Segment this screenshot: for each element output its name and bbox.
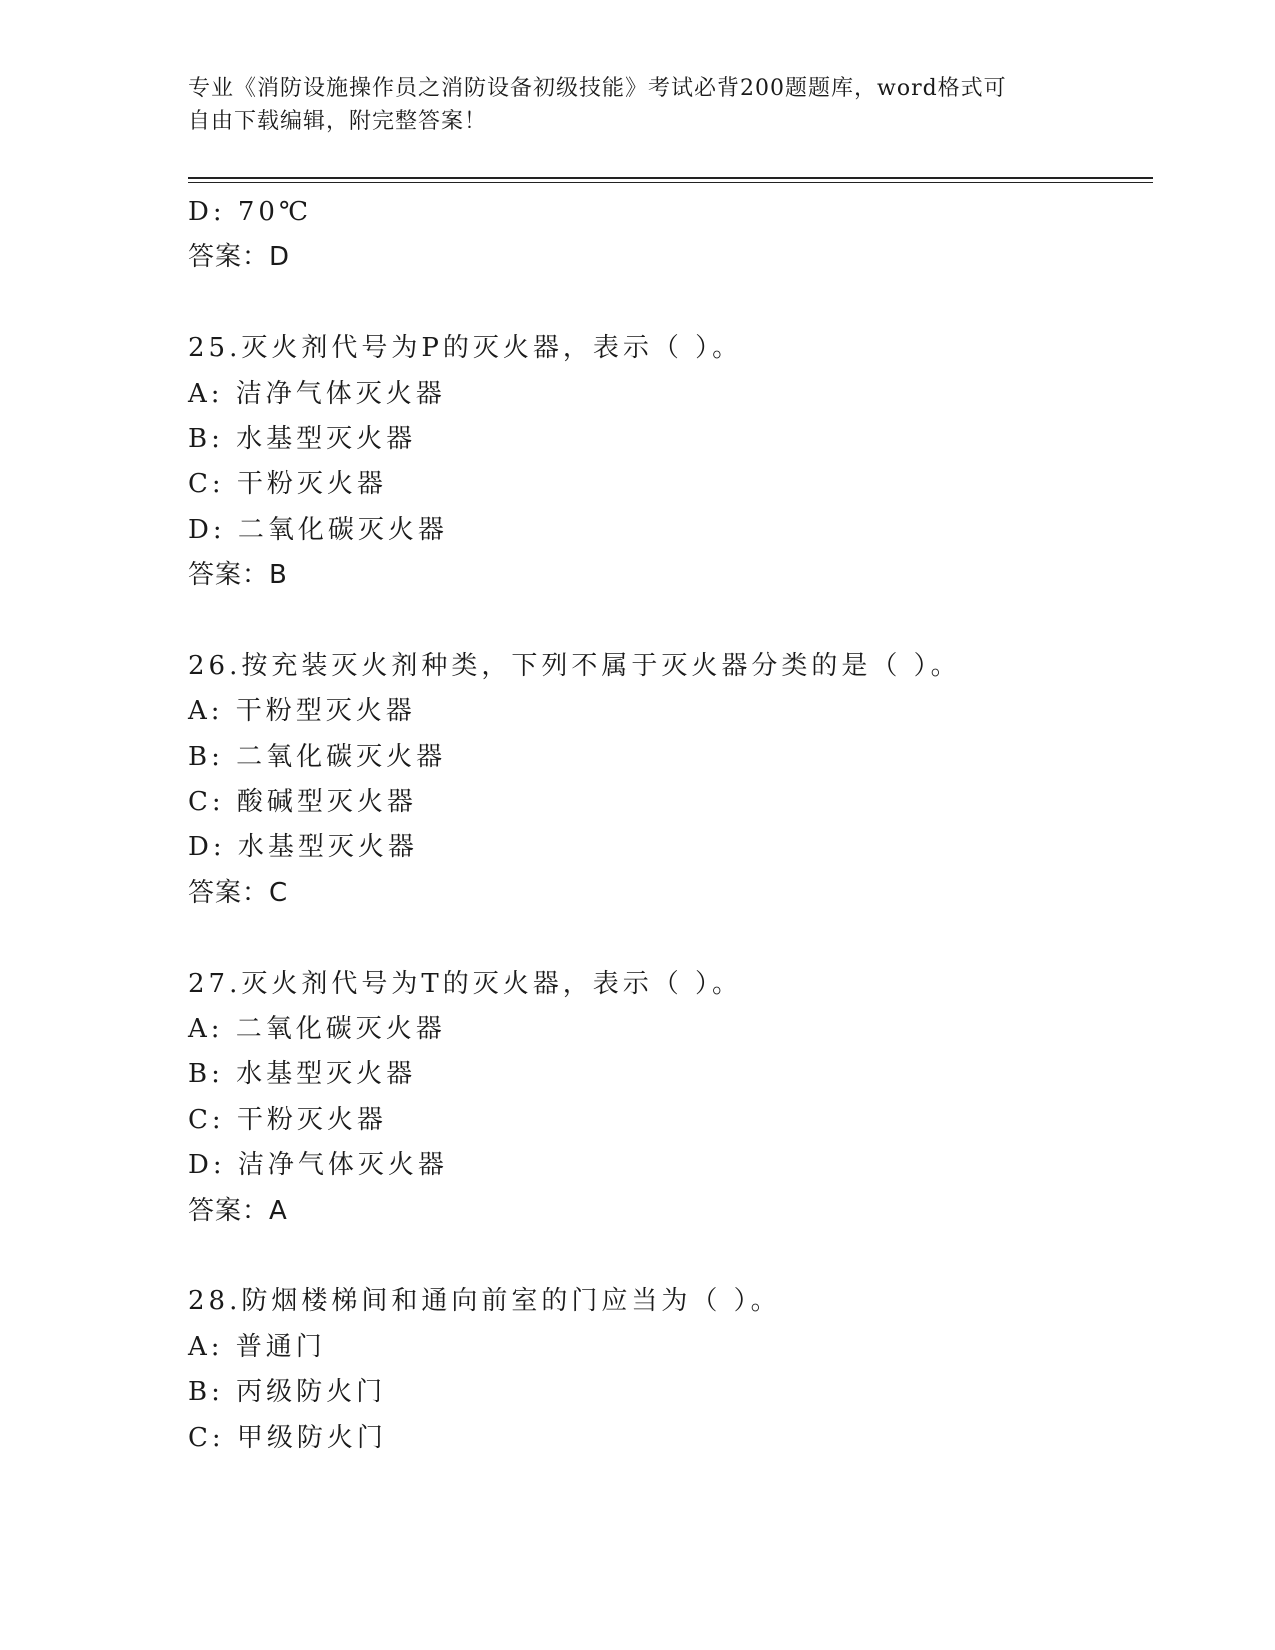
option-a: A: 干粉型灭火器 bbox=[188, 696, 416, 727]
spacer bbox=[188, 1234, 1148, 1279]
option-b: B: 二氧化碳灭火器 bbox=[188, 741, 447, 772]
question-stem: 25.灭火剂代号为P的灭火器，表示（ ）。 bbox=[188, 333, 743, 364]
question-list bbox=[188, 190, 1148, 1461]
question-28 bbox=[188, 1279, 1148, 1461]
answer-line: 答案：C bbox=[188, 877, 289, 908]
spacer bbox=[188, 599, 1148, 644]
question-stem: 28.防烟楼梯间和通向前室的门应当为（ ）。 bbox=[188, 1286, 781, 1317]
header-line-1: 专业《消防设施操作员之消防设备初级技能》考试必背200题题库，word格式可 bbox=[188, 76, 1007, 101]
answer-line: 答案：B bbox=[188, 560, 288, 591]
option-b: B: 水基型灭火器 bbox=[188, 423, 417, 454]
previous-question-tail bbox=[188, 190, 1148, 281]
option-a: A: 洁净气体灭火器 bbox=[188, 378, 446, 409]
header-rule-thin bbox=[188, 182, 1153, 183]
answer-line: 答案：A bbox=[188, 1195, 288, 1226]
question-27 bbox=[188, 962, 1148, 1234]
option-d: D: 二氧化碳灭火器 bbox=[188, 514, 448, 545]
question-stem: 27.灭火剂代号为T的灭火器，表示（ ）。 bbox=[188, 968, 742, 999]
question-stem: 26.按充装灭火剂种类，下列不属于灭火器分类的是（ ）。 bbox=[188, 650, 961, 681]
answer-line: 答案：D bbox=[188, 242, 291, 273]
option-d: D: 洁净气体灭火器 bbox=[188, 1150, 448, 1181]
option-b: B: 丙级防火门 bbox=[188, 1377, 387, 1408]
question-26 bbox=[188, 644, 1148, 916]
option-d: D: 水基型灭火器 bbox=[188, 832, 418, 863]
option-b: B: 水基型灭火器 bbox=[188, 1059, 417, 1090]
option-a: A: 普通门 bbox=[188, 1331, 326, 1362]
option-c: C: 甲级防火门 bbox=[188, 1422, 387, 1453]
option-c: C: 干粉灭火器 bbox=[188, 469, 387, 500]
spacer bbox=[188, 916, 1148, 961]
question-25 bbox=[188, 326, 1148, 598]
header-line-2: 自由下载编辑，附完整答案！ bbox=[188, 109, 488, 134]
spacer bbox=[188, 281, 1148, 326]
header-rule-thick bbox=[188, 177, 1153, 179]
option-c: C: 干粉灭火器 bbox=[188, 1104, 387, 1135]
option-a: A: 二氧化碳灭火器 bbox=[188, 1014, 446, 1045]
option-c: C: 酸碱型灭火器 bbox=[188, 787, 417, 818]
option-d: D: 70℃ bbox=[188, 197, 313, 227]
document-header bbox=[188, 72, 1068, 138]
